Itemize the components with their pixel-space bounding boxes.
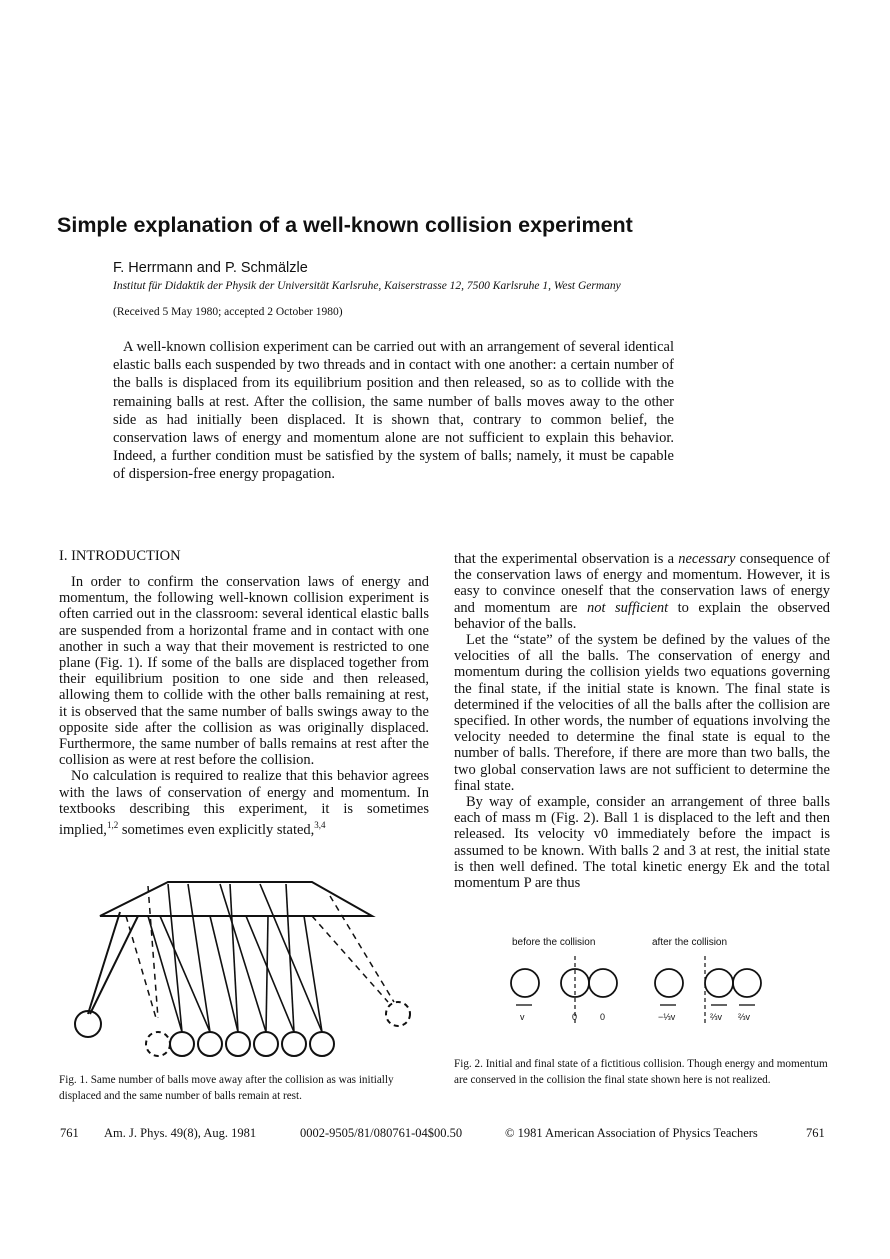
fig2-label-before: before the collision [512, 937, 596, 948]
figure-1-pendulum [60, 872, 440, 1067]
emphasis: necessary [678, 551, 736, 567]
right-column [454, 551, 830, 891]
fig2-zero-a: 0 [572, 1012, 578, 1022]
received-dates: (Received 5 May 1980; accepted 2 October 1980) [113, 306, 343, 318]
paragraph [59, 768, 429, 838]
fig2-velocity-after-3: ⅔v [738, 1012, 751, 1022]
fig2-label-after: after the collision [652, 937, 728, 948]
authors: F. Herrmann and P. Schmälzle [113, 260, 308, 276]
figure-1-caption: Fig. 1. Same number of balls move away after the collision as was initially displaced and the same number of balls remain at rest. [59, 1074, 394, 1102]
article-title: Simple explanation of a well-known collision experiment [57, 213, 633, 237]
paragraph: In order to confirm the conservation laws of energy and momentum, the following well-known collision experiment is often carried out in the classroom: several identical elastic balls are suspended from a horizontal frame and in contact with one another in such a way that their movement is restricted to one plane (Fig. 1). If some of the balls are displaced together from their equilibrium position to one side and then released, allowing them to collide with the other balls remaining at rest, it is observed that the same number of balls swings away to the opposite side after the collision as was originally displaced. Furthermore, the same number of balls remains at rest after the collision as were at rest before the collision. [59, 574, 429, 769]
abstract [113, 338, 674, 484]
fig2-velocity-after-1: −⅓v [658, 1012, 676, 1022]
fig2-velocity-after-2: ⅔v [710, 1012, 723, 1022]
fig2-velocity-initial: v [520, 1012, 525, 1022]
citation: 1,2 [106, 820, 119, 831]
footer-page-right: 761 [806, 1126, 825, 1140]
text-run: No calculation is required to realize that this behavior agrees with the laws of conservation of energy and momentum. In textbooks describing this experiment, it is sometimes implied, [59, 768, 429, 838]
text-run: to explain the observed behavior of the balls. [454, 599, 831, 632]
text-run: consequence of the conservation laws of energy and momentum. However, it is easy to convince oneself that the conservation laws of energy and momentum are [454, 551, 830, 616]
text-run: sometimes even explicitly stated, [118, 821, 315, 838]
affiliation: Institut für Didaktik der Physik der Universität Karlsruhe, Kaiserstrasse 12, 7500 Karlsruhe 1, West Germany [113, 280, 621, 292]
left-column [59, 574, 429, 838]
text-run: that the experimental observation is a [454, 551, 679, 567]
footer-code: 0002-9505/81/080761-04$00.50 [300, 1126, 463, 1140]
citation: 3,4 [314, 820, 326, 831]
footer-journal: Am. J. Phys. 49(8), Aug. 1981 [104, 1126, 257, 1140]
paragraph [454, 551, 830, 632]
section-heading: I. INTRODUCTION [59, 548, 181, 564]
paragraph: Let the “state” of the system be defined by the values of the velocities of all the balls. The conservation of energy and momentum during the collision yields two equations governing the final state, if the initial state is known. The final state is determined if the velocities of all the balls after the collision are specified. In other words, the number of equations involving the velocity needed to determine the final state is equal to the number of balls. Therefore, if there are more than two balls, the two global conservation laws are not sufficient to determine the final state. [454, 632, 830, 794]
fig2-zero-b: 0 [600, 1012, 606, 1022]
abstract-text: A well-known collision experiment can be carried out with an arrangement of several identical elastic balls each suspended by two threads and in contact with one another: a certain number of the balls is displaced from its equilibrium position and then released, so as to collide with the remaining balls at rest. After the collision, the same number of balls moves away to the other side as had initially been displaced. It is shown that, contrary to common belief, the conservation laws of energy and momentum alone are not sufficient to explain this behavior. Indeed, a further condition must be satisfied by the system of balls; namely, it must be capable of dispersion-free energy propagation. [113, 339, 674, 483]
footer-page-left: 761 [60, 1126, 79, 1140]
figure-2-caption: Fig. 2. Initial and final state of a fictitious collision. Though energy and momentum are conserved in the collision the final state shown here is not realized. [454, 1058, 828, 1086]
footer-copyright: © 1981 American Association of Physics Teachers [505, 1126, 758, 1140]
figure-2-collision-states [500, 928, 800, 1023]
paragraph: By way of example, consider an arrangement of three balls each of mass m (Fig. 2). Ball 1 is displaced to the left and then released. Its velocity v0 immediately before the impact is assumed to be known. With balls 2 and 3 at rest, the initial state is then well defined. The total kinetic energy Ek and the total momentum P are thus [454, 794, 830, 892]
emphasis: not sufficient [587, 599, 669, 616]
